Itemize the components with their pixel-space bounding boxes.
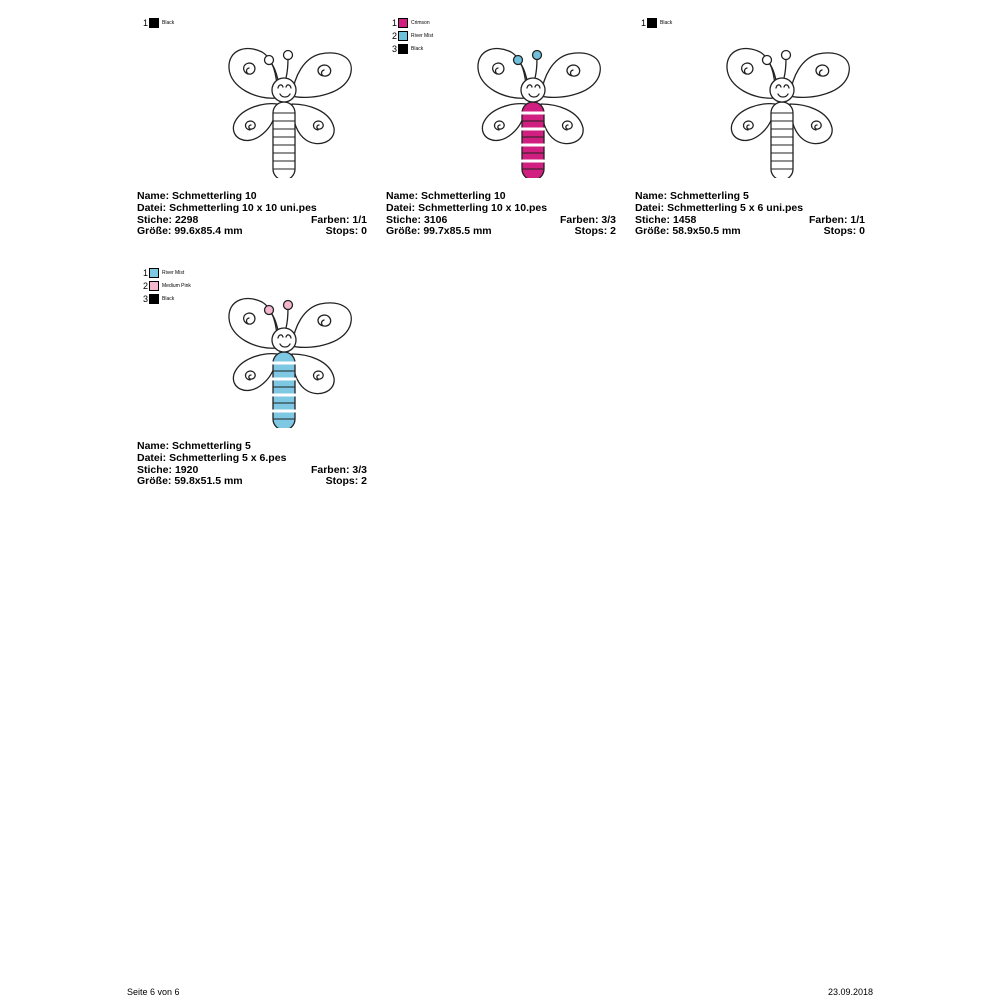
design-info	[386, 191, 616, 238]
thread-legend	[142, 16, 174, 29]
design-colors: Farben: 3/3	[559, 213, 616, 226]
design-info	[635, 191, 865, 238]
thread-name: Black	[162, 295, 175, 302]
legend-row	[142, 292, 191, 305]
legend-row	[142, 16, 174, 29]
butterfly-icon	[212, 28, 362, 178]
legend-row	[142, 266, 191, 279]
legend-row	[142, 279, 191, 292]
color-swatch	[398, 18, 408, 28]
design-stops: Stops: 0	[325, 225, 367, 238]
design-card	[137, 16, 367, 246]
design-stitches: Stiche: 1920	[137, 463, 199, 476]
print-date: 23.09.2018	[827, 987, 873, 997]
butterfly-icon	[710, 28, 860, 178]
design-size: Größe: 99.6x85.4 mm	[137, 225, 243, 238]
butterfly-icon	[461, 28, 611, 178]
butterfly-icon	[212, 278, 362, 428]
design-info	[137, 441, 367, 488]
design-stops: Stops: 2	[325, 475, 367, 488]
design-stitches: Stiche: 2298	[137, 213, 199, 226]
thread-name: Black	[411, 45, 424, 52]
color-swatch	[149, 294, 159, 304]
design-colors: Farben: 3/3	[310, 463, 367, 476]
thread-name: Black	[660, 19, 673, 26]
legend-number: 2	[142, 280, 148, 291]
thread-name: Crimson	[411, 19, 430, 26]
thread-legend	[142, 266, 191, 305]
design-info	[137, 191, 367, 238]
design-colors: Farben: 1/1	[808, 213, 865, 226]
design-colors: Farben: 1/1	[310, 213, 367, 226]
thread-name: River Mist	[411, 32, 434, 39]
design-file-line: Datei: Schmetterling 5 x 6.pes	[137, 451, 287, 464]
legend-number: 1	[391, 17, 397, 28]
design-name-line: Name: Schmetterling 5	[137, 440, 251, 452]
design-file-line: Datei: Schmetterling 5 x 6 uni.pes	[635, 201, 804, 214]
design-file-line: Datei: Schmetterling 10 x 10 uni.pes	[137, 201, 317, 214]
design-stitches: Stiche: 3106	[386, 213, 448, 226]
legend-row	[391, 16, 433, 29]
design-stitches: Stiche: 1458	[635, 213, 697, 226]
legend-number: 1	[142, 17, 148, 28]
design-file-line: Datei: Schmetterling 10 x 10.pes	[386, 201, 548, 214]
design-card	[635, 16, 865, 246]
legend-number: 1	[640, 17, 646, 28]
page-number: Seite 6 von 6	[127, 987, 180, 997]
legend-row	[640, 16, 672, 29]
design-card	[137, 266, 367, 496]
legend-number: 3	[142, 293, 148, 304]
color-swatch	[149, 18, 159, 28]
thread-legend	[640, 16, 672, 29]
legend-row	[391, 42, 433, 55]
color-swatch	[149, 281, 159, 291]
legend-number: 1	[142, 267, 148, 278]
color-swatch	[398, 31, 408, 41]
design-size: Größe: 99.7x85.5 mm	[386, 225, 492, 238]
thread-name: Black	[162, 19, 175, 26]
design-name-line: Name: Schmetterling 10	[137, 190, 257, 202]
design-size: Größe: 59.8x51.5 mm	[137, 475, 243, 488]
color-swatch	[647, 18, 657, 28]
color-swatch	[149, 268, 159, 278]
color-swatch	[398, 44, 408, 54]
design-name-line: Name: Schmetterling 10	[386, 190, 506, 202]
thread-name: River Mist	[162, 269, 185, 276]
design-stops: Stops: 0	[823, 225, 865, 238]
legend-number: 3	[391, 43, 397, 54]
design-card	[386, 16, 616, 246]
legend-number: 2	[391, 30, 397, 41]
thread-legend	[391, 16, 433, 55]
design-stops: Stops: 2	[574, 225, 616, 238]
thread-name: Medium Pink	[162, 282, 191, 289]
design-size: Größe: 58.9x50.5 mm	[635, 225, 741, 238]
legend-row	[391, 29, 433, 42]
design-name-line: Name: Schmetterling 5	[635, 190, 749, 202]
